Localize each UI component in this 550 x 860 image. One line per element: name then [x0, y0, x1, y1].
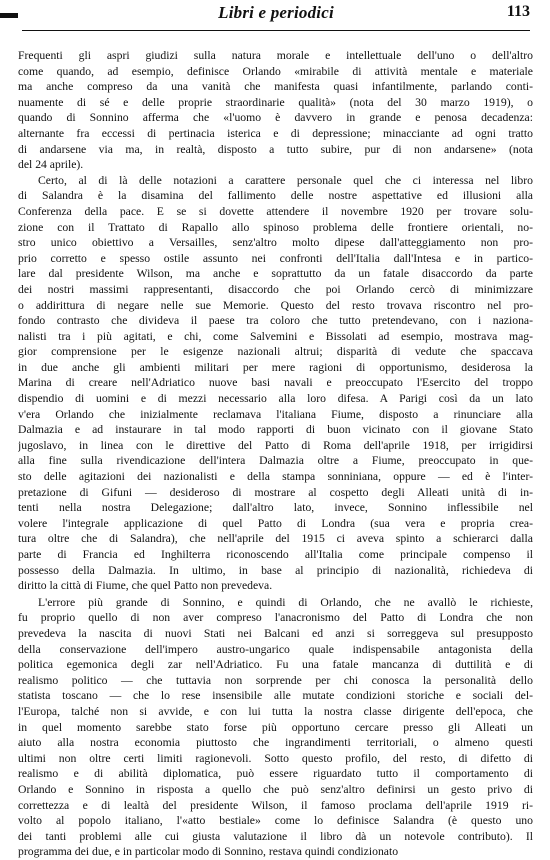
text-line: Marina di creare nell'Adriatico nuove basi navali e preoccupato l'Esercito del troppo [18, 376, 533, 390]
page-number: 113 [506, 3, 530, 20]
text-line: lare dal presidente Wilson, ma anche e soprattutto da un fatale disaccordo da parte [18, 267, 533, 281]
text-line: tenti nella nostra Delegazione; dall'altro lato, invece, Sonnino inflessibile nel [18, 501, 533, 515]
text-line: fu proprio quello di non aver compreso l'anacronismo del Patto di Londra che non [18, 611, 533, 625]
text-line: statista toscano — che lo rese insensibile alle mutate condizioni storiche e sociali del- [18, 689, 533, 703]
text-line: realismo politico — che tuttavia non sorprende per chi conosca la personalità dello [18, 673, 533, 687]
text-line: v'era Orlando che inizialmente reclamava l'italiana Fiume, disposto a rinunciare alla [18, 407, 533, 421]
text-line: parte di Francia ed Inghilterra riconoscendo all'Italia come principale compenso il [18, 548, 533, 561]
text-line: alla fine sulla rivendicazione dell'intera Dalmazia oltre a Fiume, preoccupato in que- [18, 454, 533, 468]
text-line: ma anche compreso da una vanità che manifesta quasi infantilmente, parlando conti- [18, 80, 533, 94]
text-line: ultimi non oltre certi limiti ragionevoli. Sotto questo profilo, del resto, di difetto di [18, 751, 533, 765]
text-line: jugoslavo, in linea con le direttive del Patto di Roma dell'aprile 1918, per irrigidirsi [18, 438, 533, 452]
text-line: dispendio di uomini e di mezzi necessario alla loro difesa. A Parigi così da un lato [18, 392, 533, 406]
paragraph-2 [18, 173, 533, 594]
text-line: politica egemonica degli zar nell'Adriatico. Fu una fatale mancanza di duttilità e di [18, 658, 533, 672]
text-line: L'errore più grande di Sonnino, e quindi di Orlando, che ne avallò le richieste, [38, 595, 533, 609]
text-line: nalisti tra i più agitati, e chi, come Salvemini e Bissolati ad esempio, mostrava mag- [18, 329, 533, 343]
text-line: l'Europa, talché non si avvide, e con lui tutta la nostra classe dirigente dell'epoca, che [18, 704, 533, 718]
text-line: volere l'integrale applicazione di quel Patto di Londra (sua vera e propria crea- [18, 516, 533, 530]
text-line: o addirittura di negare nelle sue Memorie. Questo del resto trovava riscontro nel pro- [18, 298, 533, 312]
text-line: di Salandra è la disamina del fallimento delle nostre aspettative ed illusioni alla [18, 189, 533, 203]
text-line: fondo contrasto che divideva il paese tra coloro che tutto pretendevano, con i naziona- [18, 314, 533, 328]
running-head [22, 0, 530, 31]
text-line: diritto la città di Fiume, che quel Patto non prevedeva. [18, 579, 273, 593]
text-line: Certo, al di là delle notazioni a carattere personale quel che ci interessa nel libro [38, 173, 533, 187]
text-line: realismo e di abilità diplomatica, può essere riguardato tutto il comportamento di [18, 767, 533, 781]
text-line: in due anche gli ambienti militari per mere ragioni di opportunismo, desiderosa la [18, 360, 533, 374]
corner-mark [0, 13, 18, 18]
text-line: volto al popolo italiano, l'«atto bestiale» come lo definisce Salandra (è questo uno [18, 814, 533, 828]
text-line: dei tanti problemi alle cui giusta valutazione il libro dà un notevole contributo). Il [18, 829, 533, 843]
text-line: della conservazione dell'impero austro-ungarico quale indispensabile antagonista della [18, 642, 533, 656]
text-line: correttezza e di lealtà del presidente Wilson, il famoso proclama dell'aprile 1919 ri- [18, 798, 533, 812]
text-line: di andarsene via ma, in realtà, disposto a tutto subire, pur di non andarsene» (nota [18, 142, 533, 156]
text-line: zione con il Trattato di Rapallo allo spinoso problema delle frontiere orientali, no- [18, 220, 533, 234]
text-line: stro unico obiettivo a Versailles, senz'altro molto dipese dall'atteggiamento non pro- [18, 236, 533, 250]
text-line: pretazione di Gifuni — desideroso di mostrare al cospetto degli Alleati unità di in- [18, 485, 533, 499]
text-line: dei nostri massimi rappresentanti, disaccordo che poi Orlando cercò di minimizzare [18, 282, 533, 296]
text-line: Conferenza della pace. E se si dovette attendere il novembre 1920 per trovare solu- [18, 204, 533, 218]
section-title: Libri e periodici [218, 3, 334, 22]
text-line: tura oltre che di Salandra), che nell'aprile del 1915 ci aveva spinto a schierarci dalla [18, 532, 533, 546]
text-line: prio corretto e spesso ostile assunto nei confronti dell'Italia dall'Intesa e in partico- [18, 251, 533, 265]
body-text [18, 48, 533, 860]
text-line: gior comprensione per le esigenze nazionali altrui; disparità di vedute che spaccava [18, 345, 533, 359]
text-line: in quel momento sarebbe stato forse più opportuno cercare presso gli Alleati un [18, 720, 533, 734]
text-line: Orlando e Sonnino in risposta a quello che può senz'altro definirsi un gesto privo di [18, 782, 533, 796]
text-line: sto delle agitazioni dei nazionalisti e della stampa sonniniana, oppure — ed è l'inter- [18, 470, 533, 484]
text-line: Dalmazia e ad instaurare in tal modo rapporti di buon vicinato con il giovane Stato [18, 423, 533, 437]
paragraph-3 [18, 595, 533, 860]
text-line: possesso della Dalmazia. In ultimo, in base al principio di nazionalità, richiedeva di [18, 563, 533, 577]
text-line: quando di Sonnino afferma che «l'uomo è davvero in grande e penosa decadenza: [18, 111, 533, 125]
text-line: del 24 aprile). [18, 158, 84, 172]
text-line: programma dei due, e in particolar modo di Sonnino, restava quindi condizionato [18, 845, 399, 859]
text-line: Frequenti gli aspri giudizi sulla natura morale e intellettuale dell'uno o dell'altro [18, 49, 533, 62]
text-line: come quando, ad esempio, definisce Orlando «mirabile di attività mentale e materiale [18, 64, 533, 78]
text-line: prevedeva la nascita di nuovi Stati nei Balcani ed anzi si sorreggeva sul presupposto [18, 626, 533, 640]
text-line: aiuto alla nostra economia piuttosto che ingrandimenti territoriali, o almeno questi [18, 736, 533, 750]
text-line: nuamente di sé e delle proprie straordinarie qualità» (nota del 30 marzo 1919), o [18, 95, 533, 109]
text-line: alternante fra eccessi di pertinacia isterica e di depressione; minacciante ad ogni tratto [18, 126, 533, 140]
paragraph-1 [18, 48, 533, 173]
